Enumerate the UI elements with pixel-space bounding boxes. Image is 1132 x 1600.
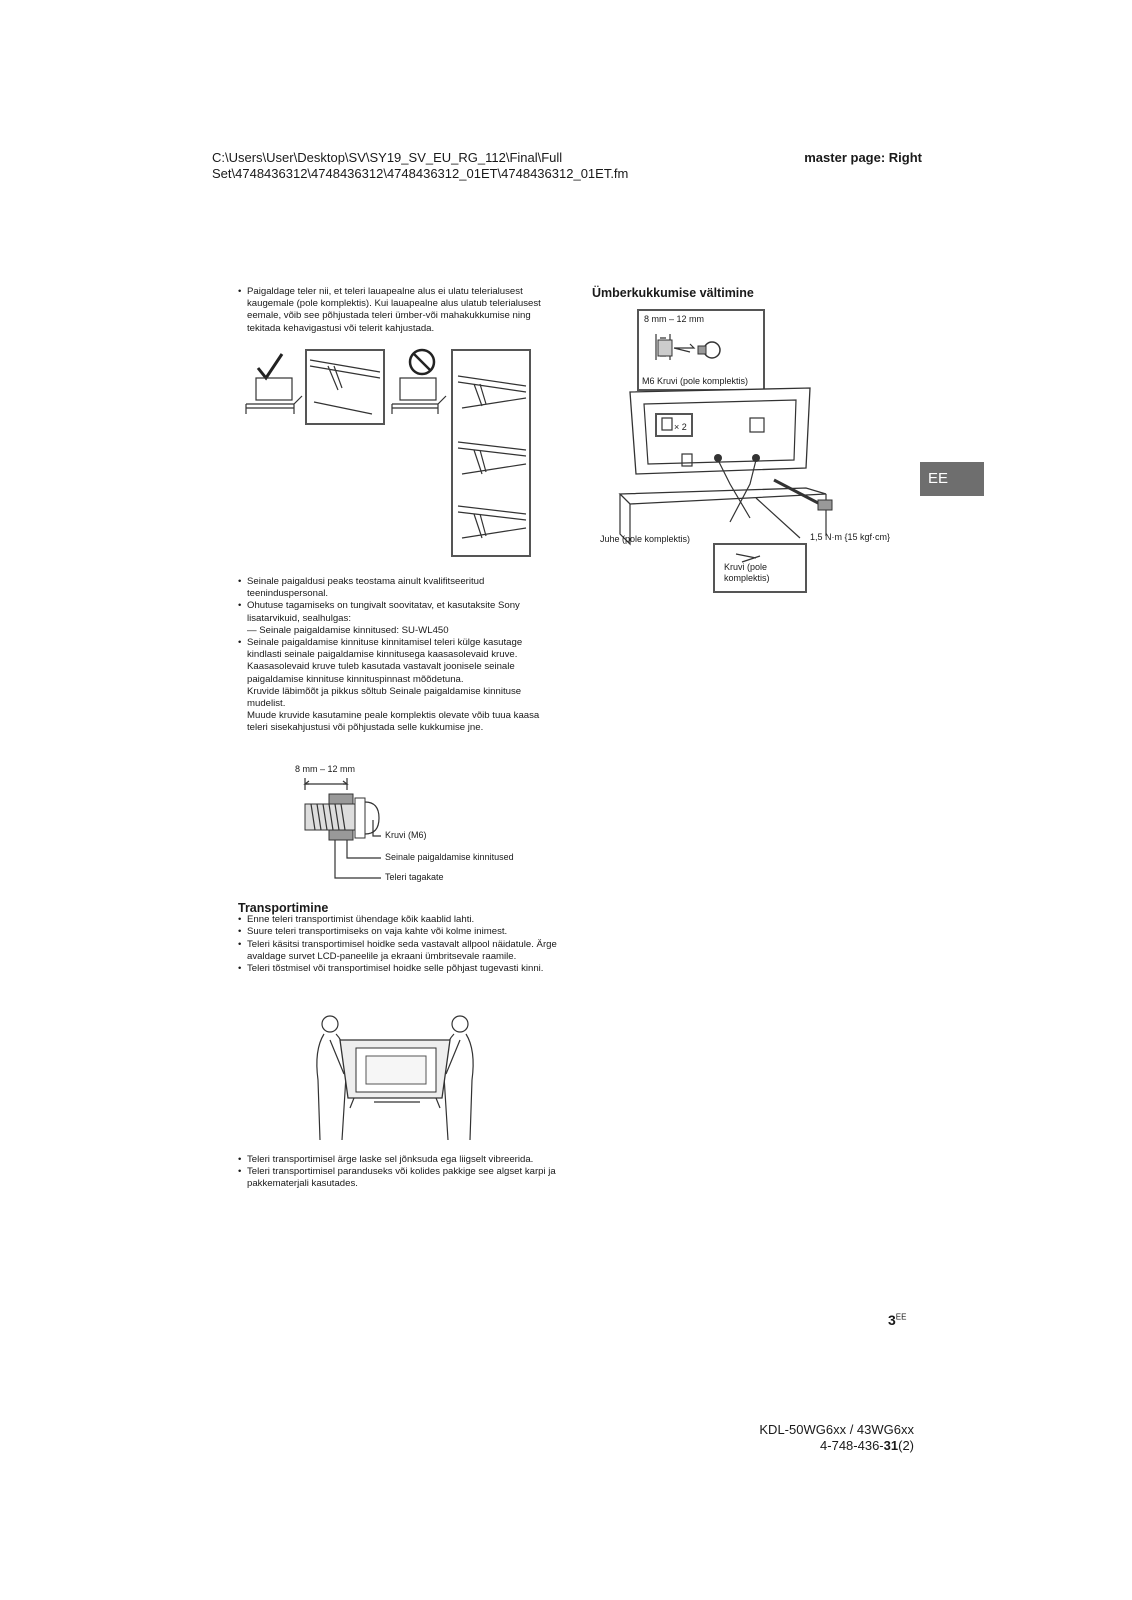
- file-path-line-1: C:\Users\User\Desktop\SV\SY19_SV_EU_RG_112\Final\Full: [212, 150, 563, 165]
- wall-mount-paragraph: Kruvide läbimõõt ja pikkus sõltub Seinale paigaldamise kinnituse mudelist.: [247, 685, 522, 710]
- file-path-header: [212, 150, 732, 182]
- model-name: KDL-50WG6xx / 43WG6xx: [759, 1422, 914, 1437]
- tip-over-diagram: [600, 308, 910, 594]
- screw-dimension-label: 8 mm – 12 mm: [295, 764, 356, 774]
- language-tab: EE: [920, 462, 984, 496]
- page-number-suffix: EE: [895, 1312, 907, 1322]
- cord-label: Juhe (pole komplektis): [600, 534, 691, 544]
- carrying-tv-illustration: [310, 1010, 480, 1142]
- master-page-label: master page: Right: [804, 150, 922, 165]
- screw-diagram-graphic: [295, 764, 385, 892]
- code-prefix: 4-748-436-: [820, 1438, 884, 1453]
- model-footer: [759, 1422, 914, 1454]
- wall-bracket-label: Seinale paigaldamise kinnitused: [385, 852, 514, 862]
- code-bold: 31: [883, 1438, 899, 1453]
- screw-m6-label: Kruvi (M6): [385, 830, 427, 840]
- code-suffix: (2): [898, 1438, 914, 1453]
- screw-not-included-label: Kruvi (pole komplektis): [724, 562, 770, 583]
- tv-rear-cover-label: Teleri tagakate: [385, 872, 444, 882]
- wall-mount-paragraph: Muude kruvide kasutamine peale komplektis olevate võib tuua kaasa teleri sisekahjustusi või põhjustada selle kukkumise jne.: [247, 710, 540, 734]
- stand-placement-section: [238, 286, 558, 335]
- transport-title: Transportimine: [238, 901, 329, 915]
- screw-length-diagram: [295, 764, 595, 892]
- wall-mount-dash-item: — Seinale paigaldamise kinnitused: SU-WL450: [247, 624, 449, 636]
- wall-mount-bullet: • Ohutuse tagamiseks on tungivalt soovitatav, et kasutaksite Sony lisatarvikuid, sealhulgas:: [238, 600, 558, 624]
- transport-final-section: [238, 1154, 558, 1191]
- stand-placement-bullet: • Paigaldage teler nii, et teleri lauapealne alus ei ulatu telerialusest kaugemale (pole komplektis). Kui lauapealne alus ulatub telerialusest eemale, võib see põhjustada teleri ümber-või mahakukkumise ning tekitada kehavigastusi või telerit kahjustada.: [238, 286, 558, 335]
- transport-bullet: • Suure teleri transportimiseks on vaja kahte või kolme inimest.: [238, 926, 558, 938]
- page-number: [888, 1312, 906, 1328]
- wall-mount-section: [238, 576, 558, 735]
- stand-placement-illustration: [242, 346, 572, 568]
- file-path-line-2: Set\4748436312\4748436312\4748436312_01ET\4748436312_01ET.fm: [212, 166, 629, 181]
- transport-bullet: • Teleri käsitsi transportimisel hoidke seda vastavalt allpool näidatule. Ärge avaldage survet LCD-paneelile ja ekraani ümbritsevale raamile.: [238, 939, 558, 963]
- transport-bullet: • Teleri transportimisel paranduseks või kolides pakkige see algset karpi ja pakkematerjali kasutades.: [238, 1166, 558, 1190]
- document-code: [759, 1438, 914, 1454]
- prohibited-icon: [410, 350, 434, 374]
- transport-bullet: • Enne teleri transportimist ühendage kõik kaablid lahti.: [238, 914, 558, 926]
- quantity-times-two: × 2: [674, 422, 687, 432]
- wall-mount-bullet: • Seinale paigaldusi peaks teostama ainult kvalifitseeritud teeninduspersonal.: [238, 576, 558, 600]
- screw-dimension-label: 8 mm – 12 mm: [644, 314, 705, 324]
- page-number-value: 3: [888, 1312, 896, 1328]
- correct-check-icon: [258, 354, 282, 378]
- tip-over-diagram-graphic: [600, 308, 910, 594]
- torque-label: 1,5 N·m {15 kgf·cm}: [810, 532, 891, 542]
- transport-bullet: • Teleri transportimisel ärge laske sel jõnksuda ega liigselt vibreerida.: [238, 1154, 558, 1166]
- transport-section: [238, 902, 558, 975]
- tip-over-title: Ümberkukkumise vältimine: [592, 286, 754, 300]
- m6-screw-label: M6 Kruvi (pole komplektis): [642, 376, 749, 386]
- wall-mount-bullet: • Seinale paigaldamise kinnituse kinnitamisel teleri külge kasutage kindlasti seinale paigaldamise kinnitusega kaasasolevaid kruve. Kaasasolevaid kruve tuleb kasutada vastavalt joonisele seinale paigaldamise kinnituse kinnituspinnast mõõdetuna.: [238, 637, 558, 686]
- transport-bullet: • Teleri tõstmisel või transportimisel hoidke selle põhjast tugevasti kinni.: [238, 963, 558, 975]
